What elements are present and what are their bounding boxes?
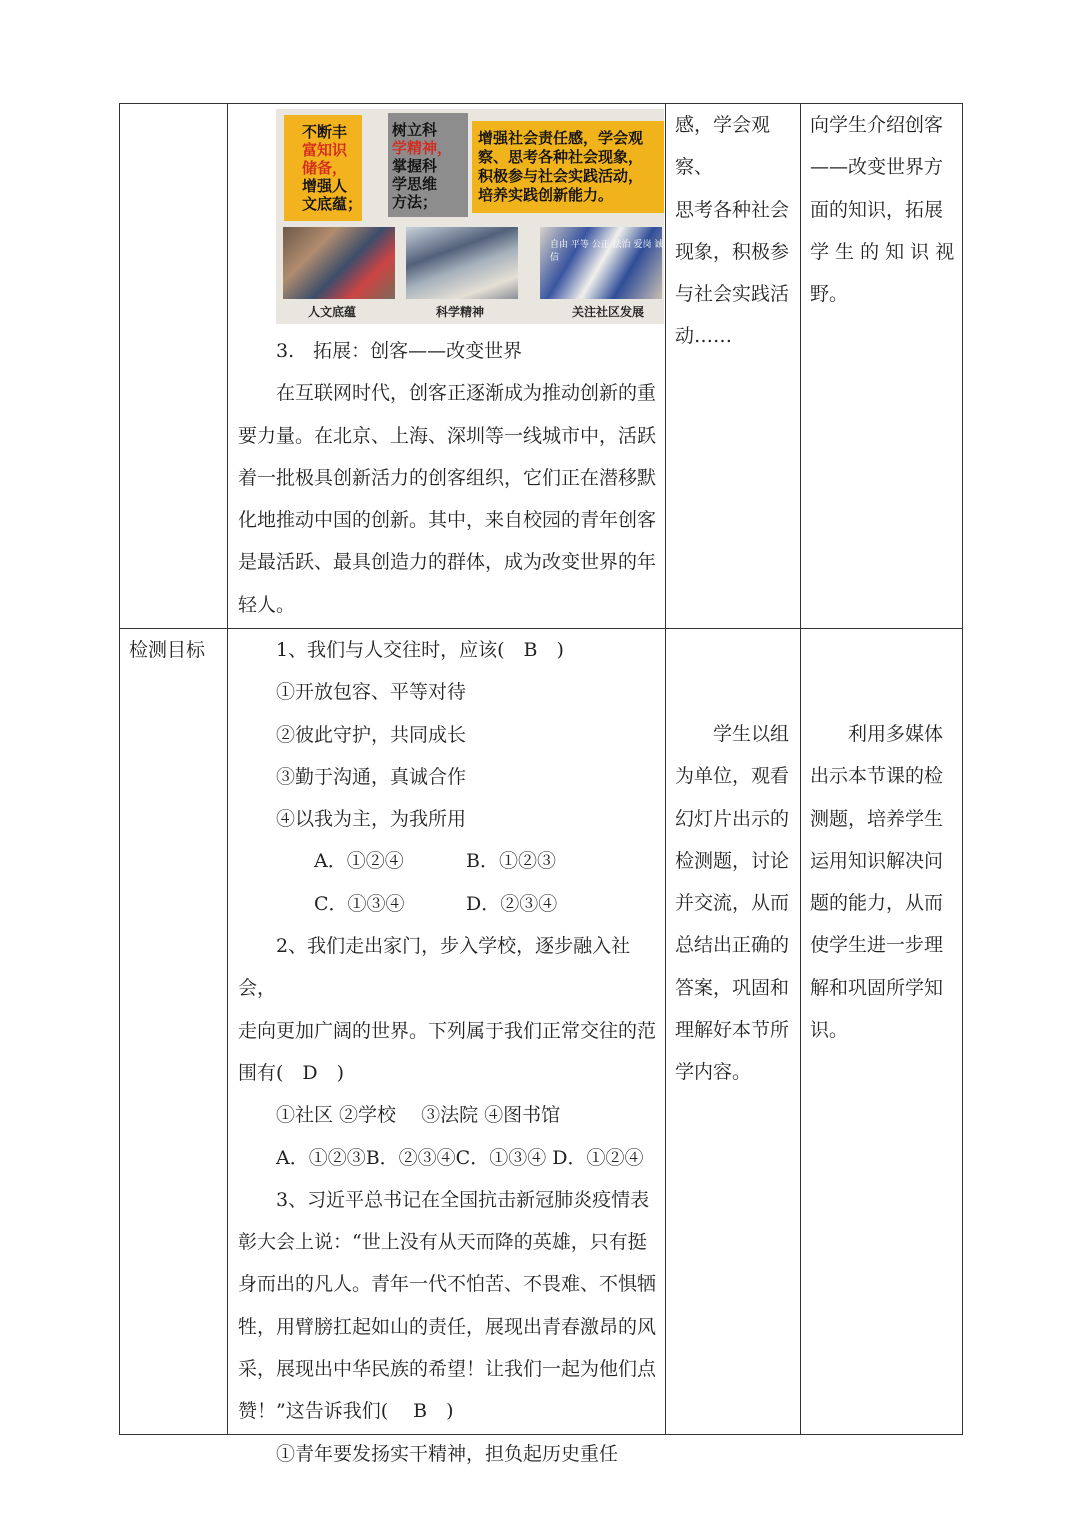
banner-line: 掌握科	[392, 157, 438, 175]
question-1-stem: 1、我们与人交往时，应该( B )	[276, 639, 564, 661]
text-line: 总结出正确的	[675, 934, 790, 957]
question-3-line: 赞！”这告诉我们( B )	[238, 1400, 454, 1423]
column-divider-1	[227, 103, 228, 1435]
choice-d: D．②③④	[466, 892, 558, 915]
text-line: 为单位，观看	[675, 765, 790, 788]
text-line: 答案，巩固和	[675, 976, 790, 999]
caption-community: 关注社区发展	[572, 305, 645, 319]
text-line: 学 生 的 知 识 视	[810, 240, 955, 263]
row1-main-text	[238, 330, 658, 626]
question-2-choices: A．①②③B．②③④C．①③④ D．①②④	[276, 1146, 644, 1169]
question-2-line: 2、我们走出家门，步入学校，逐步融入社会，	[238, 935, 631, 1000]
text-line: 向学生介绍创客	[810, 114, 944, 136]
banner-science	[388, 113, 468, 217]
text-line: 题的能力，从而	[810, 892, 944, 915]
question-2-line: 走向更加广阔的世界。下列属于我们正常交往的范	[238, 1019, 657, 1042]
text-line: 并交流，从而	[675, 892, 790, 915]
caption-science: 科学精神	[436, 305, 485, 319]
column-divider-3	[800, 103, 801, 1435]
question-3-line: 采，展现出中华民族的希望！让我们一起为他们点	[238, 1358, 657, 1381]
question-1-option: ③勤于沟通，真诚合作	[276, 765, 467, 788]
question-3-line: 牲，用臂膀扛起如山的责任，展现出青春激昂的风	[238, 1315, 657, 1338]
choice-c: C．①③④	[314, 892, 405, 915]
question-2-line: 围有( D )	[238, 1061, 345, 1084]
photo-sign-text: 自由 平等 公正 法治 爱岗 诚信	[550, 240, 664, 263]
text-line: 出示本节课的检	[810, 765, 944, 788]
choice-a: A．①②④	[314, 850, 404, 873]
row-label-assessment: 检测目标	[129, 639, 206, 661]
paragraph-line: 着一批极具创新活力的创客组织，它们正在潜移默	[238, 466, 657, 489]
text-line: 检测题，讨论	[675, 849, 790, 872]
text-line: 动……	[675, 325, 733, 348]
text-line: 学内容。	[675, 1061, 752, 1084]
question-3-line: 彰大会上说：“世上没有从天而降的英雄，只有挺	[238, 1231, 647, 1254]
question-1-choices-row	[238, 883, 660, 925]
text-line: 现象，积极参	[675, 240, 790, 263]
banner-line: 储备，	[302, 159, 348, 177]
question-3-line: 身而出的凡人。青年一代不怕苦、不畏难、不惧牺	[238, 1273, 657, 1296]
banner-line: 察、思考各种社会现象，	[478, 148, 644, 166]
caption-humanities: 人文底蕴	[308, 305, 357, 319]
paragraph-line: 是最活跃、最具创造力的群体，成为改变世界的年	[238, 551, 657, 574]
photo-science	[406, 227, 518, 299]
text-line: 利用多媒体	[848, 723, 944, 745]
text-line: 识。	[810, 1019, 849, 1042]
text-line: 理解好本节所	[675, 1019, 790, 1042]
banner-line: 树立科	[392, 121, 438, 139]
row1-design-intent	[810, 104, 956, 315]
question-2-options: ①社区 ②学校 ③法院 ④图书馆	[276, 1104, 561, 1127]
text-line: 运用知识解决问	[810, 849, 944, 872]
text-line: 感，学会观察、	[675, 114, 771, 179]
banner-line: 学精神，	[392, 139, 453, 157]
row2-design-intent	[810, 713, 956, 1051]
column-divider-2	[665, 103, 666, 1435]
row2-student-activity	[675, 713, 795, 1094]
row1-student-activity	[675, 104, 795, 358]
paragraph-line: 在互联网时代，创客正逐渐成为推动创新的重	[276, 382, 657, 405]
table-right-border	[962, 103, 963, 1435]
text-line: 测题，培养学生	[810, 807, 944, 830]
text-line: 幻灯片出示的	[675, 807, 790, 830]
text-line: 野。	[810, 283, 849, 306]
question-1-option: ①开放包容、平等对待	[276, 681, 467, 704]
banner-line: 不断丰	[302, 123, 348, 141]
banner-line: 积极参与社会实践活动，	[478, 167, 644, 185]
text-line: 解和巩固所学知	[810, 976, 944, 999]
paragraph-line: 轻人。	[238, 593, 296, 616]
banner-line: 增强人	[302, 177, 348, 195]
banner-line: 学思维	[392, 175, 438, 193]
question-3-option: ①青年要发扬实干精神，担负起历史重任	[276, 1442, 619, 1465]
assessment-questions	[238, 629, 660, 1475]
text-line: 使学生进一步理	[810, 934, 944, 957]
photo-humanities	[283, 227, 395, 299]
choice-b: B．①②③	[466, 850, 556, 873]
banner-humanities	[284, 115, 362, 221]
question-3-line: 3、习近平总书记在全国抗击新冠肺炎疫情表	[276, 1188, 650, 1211]
illustration-collage	[276, 109, 664, 324]
text-line: ——改变世界方	[810, 156, 944, 179]
paragraph-line: 化地推动中国的创新。其中，来自校园的青年创客	[238, 509, 657, 532]
text-line: 面的知识，拓展	[810, 198, 944, 221]
question-1-option: ②彼此守护，共同成长	[276, 723, 467, 746]
text-line: 思考各种社会	[675, 198, 790, 221]
paragraph-line: 要力量。在北京、上海、深圳等一线城市中，活跃	[238, 424, 657, 447]
banner-line: 富知识	[302, 141, 348, 159]
banner-line: 培养实践创新能力。	[478, 186, 614, 204]
banner-line: 文底蕴；	[302, 195, 363, 213]
question-1-choices-row	[238, 840, 660, 882]
question-1-option: ④以我为主，为我所用	[276, 808, 467, 831]
section-heading: 3. 拓展：创客——改变世界	[276, 340, 523, 362]
banner-line: 方法；	[392, 193, 438, 211]
text-line: 学生以组	[713, 723, 790, 745]
text-line: 与社会实践活	[675, 283, 790, 306]
banner-responsibility	[472, 121, 664, 213]
table-left-border	[119, 103, 120, 1435]
banner-line: 增强社会责任感，学会观	[478, 129, 644, 147]
